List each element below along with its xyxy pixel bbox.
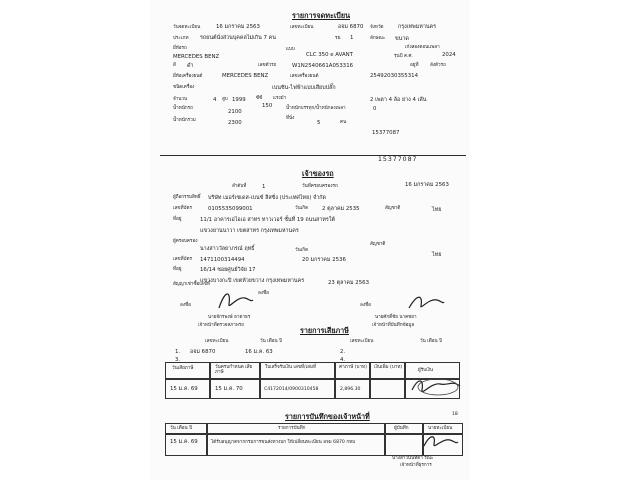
signature-right xyxy=(405,290,445,312)
possessor-nationality: ไทย xyxy=(432,207,442,213)
label: สัญชาติ xyxy=(385,206,401,211)
load-weight: 0 xyxy=(373,106,377,112)
note-date: 15 ม.ค. 69 xyxy=(170,439,198,445)
tax-line-number: 2. xyxy=(340,349,346,355)
possessor-date: 2 ตุลาคม 2535 xyxy=(322,206,360,212)
tax-receipt: C4172014/0900310458 xyxy=(264,387,319,392)
tax-header-label: เงินเพิ่ม (บาท) xyxy=(374,365,403,370)
holder-name: นางสาววัลยาภรณ์ ฤทธิ์ xyxy=(200,246,255,252)
engine-brand: MERCEDES BENZ xyxy=(222,73,269,79)
tax-header-label: ผู้รับเงิน xyxy=(418,368,434,373)
clerk-left-role: เจ้าหน้าที่ตรวจสภาพรถ xyxy=(198,323,245,328)
label: ลักษณะ xyxy=(370,36,386,41)
label: วันจดทะเบียน xyxy=(173,25,201,30)
registration-title: รายการจดทะเบียน xyxy=(292,11,350,20)
label: รุ่นปี ค.ศ. xyxy=(394,54,413,59)
engine-cc: 1999 xyxy=(232,97,246,103)
tax-header-cell xyxy=(335,362,370,379)
label: ผู้ถือกรรมสิทธิ์ xyxy=(173,195,201,200)
label: เลขเครื่องยนต์ xyxy=(290,74,319,79)
label: สัญญาเช่าซื้อเลขที่ xyxy=(173,282,210,287)
possessor-id: 0105535099001 xyxy=(208,206,253,212)
total-weight: 2300 xyxy=(228,120,242,126)
label: ที่อยู่ xyxy=(173,217,182,222)
label: แรงม้า xyxy=(273,96,287,101)
registration-document xyxy=(150,0,470,480)
vin: W1N2540661A053316 xyxy=(292,63,354,69)
registration-date: 16 มกราคม 2563 xyxy=(216,24,260,30)
clerk-right-role: เจ้าหน้าที่บันทึกข้อมูล xyxy=(372,323,415,328)
fuel-type: เบนซิน-ไฟฟ้าแบบเสียบปลั๊ก xyxy=(272,85,336,91)
label: รย. xyxy=(335,36,342,41)
label: วัน เดือน ปี xyxy=(420,339,443,344)
model-year: 2024 xyxy=(442,52,456,58)
notes-row-cell xyxy=(385,434,423,456)
cylinders: 4 xyxy=(213,97,217,103)
label: ยี่ห้อเครื่องยนต์ xyxy=(173,74,203,79)
tax-header-cell xyxy=(260,362,335,379)
vehicle-type: รถยนต์นั่งส่วนบุคคลไม่เกิน 7 คน xyxy=(200,35,276,41)
label: น้ำหนักรวม xyxy=(173,118,196,123)
label: ลงชื่อ xyxy=(180,303,191,308)
vehicle-kind: ขนาด xyxy=(395,36,409,42)
province: กรุงเทพมหานคร xyxy=(398,24,437,30)
tax-row-cell xyxy=(260,379,335,399)
notes-row-cell xyxy=(207,434,385,456)
label: เลขทะเบียน xyxy=(205,339,229,344)
tax-line-date: 16 ม.ค. 63 xyxy=(245,349,273,355)
holder-address-2: แขวงบางกะปิ เขตห้วยขวาง กรุงเทพมหานคร xyxy=(200,278,305,284)
sign-date: 23 ตุลาคม 2563 xyxy=(328,280,369,286)
label: ประเภท xyxy=(173,36,189,41)
tax-amount: 2,896.30 xyxy=(340,387,361,392)
tax-due-date: 15 ม.ค. 70 xyxy=(215,386,243,392)
label: คน xyxy=(340,120,347,125)
notes-header-label: วัน เดือน ปี xyxy=(170,426,193,431)
tax-line-number: 1. xyxy=(175,349,181,355)
tax-header-label: วันเสียภาษี xyxy=(172,366,194,371)
tax-header-label: วันครบกำหนด เสียภาษี xyxy=(215,365,253,375)
label: ชนิดเครื่อง xyxy=(173,85,195,90)
label: แบบ xyxy=(286,47,295,52)
label: วันเกิด xyxy=(295,248,309,253)
plate-number: อจม 6870 xyxy=(338,24,364,30)
receiver-signature xyxy=(408,372,464,400)
clerk-role: เจ้าหน้าที่ธุรการ xyxy=(400,463,432,468)
label: ลงชื่อ xyxy=(360,303,371,308)
tax-header-label: ค่าภาษี (บาท) xyxy=(339,365,367,370)
label: จำนวน xyxy=(173,97,188,102)
label: ลงชื่อ xyxy=(258,291,269,296)
possessor-name: บริษัท เมอร์เซเดส-เบนซ์ ลีสซิ่ง (ประเทศไทย) จำกัด xyxy=(208,195,326,201)
tax-line-number: 4. xyxy=(340,357,346,363)
model: CLC 350 e AVANT xyxy=(306,52,353,58)
tax-header-cell xyxy=(370,362,405,379)
label: สัญชาติ xyxy=(370,242,386,247)
tax-row-cell xyxy=(335,379,370,399)
holder-address-1: 16/14 ซอยศูนย์วิจัย 17 xyxy=(200,267,256,273)
label: วัน เดือน ปี xyxy=(260,339,283,344)
tax-line-plate: อจม 6870 xyxy=(190,349,216,355)
tax-row-cell xyxy=(370,379,405,399)
signature-left xyxy=(215,288,255,312)
tax-row-cell xyxy=(210,379,260,399)
holder-nationality: ไทย xyxy=(432,252,442,258)
notes-header-cell xyxy=(207,423,385,434)
serial-number-big: 15377087 xyxy=(378,156,418,163)
engine-number: 25492030355314 xyxy=(370,73,419,79)
officer-notes-title: รายการบันทึกของเจ้าหน้าที่ xyxy=(285,412,370,421)
holder-date: 20 มกราคม 2536 xyxy=(302,257,346,263)
note-text: ได้รับอนุญาตจากกรมการขนส่งทางบก ให้เปลี่ยนทะเบียน อจม 6870 กทม xyxy=(211,440,356,445)
tax-date: 15 ม.ค. 69 xyxy=(170,386,198,392)
notes-header-cell xyxy=(165,423,207,434)
notes-header-label: ผู้บันทึก xyxy=(394,426,409,431)
label: เลขทะเบียน xyxy=(350,339,374,344)
vin-location: ลังตัวรถ xyxy=(430,63,446,68)
notes-header-cell xyxy=(385,423,423,434)
possessor-address-1: 11/1 อาคารเอไอเอ สาทร ทาวเวอร์ ชั้นที่ 19 ถนนสาทรใต้ xyxy=(200,217,335,223)
color: ดำ xyxy=(187,63,194,69)
registrar-signature xyxy=(420,430,460,452)
tax-header-label: ใบเสร็จรับเงิน เลขที่/เล่มที่ xyxy=(265,365,317,370)
notes-header-label: นายทะเบียน xyxy=(428,426,453,431)
label: สี xyxy=(173,63,176,68)
notes-header-label: รายการบันทึก xyxy=(278,426,306,431)
clerk-left-name: นายจักรพงษ์ ธาดาธร xyxy=(208,315,251,320)
tax-header-cell xyxy=(165,362,210,379)
label: ที่นั่ง xyxy=(286,116,295,121)
horsepower: 150 xyxy=(262,103,273,109)
page-number: 18 xyxy=(452,412,458,417)
seats: 5 xyxy=(317,120,321,126)
possessor-address-2: แขวงยานนาวา เขตสาทร กรุงเทพมหานคร xyxy=(200,228,299,234)
label: ลำดับที่ xyxy=(232,184,247,189)
brand: MERCEDES BENZ xyxy=(173,54,220,60)
label: ซีซี xyxy=(256,96,263,101)
notes-row-cell xyxy=(165,434,207,456)
owner-date: 16 มกราคม 2563 xyxy=(405,182,449,188)
holder-id: 1471100314494 xyxy=(200,257,245,263)
label: น้ำหนักรถ xyxy=(173,106,193,111)
label: น้ำหนักบรรทุก/น้ำหนักลงเพลา xyxy=(286,106,346,111)
axle-info: 2 เพลา 4 ล้อ ยาง 4 เส้น xyxy=(370,97,427,103)
label: วันที่ครอบครองรถ xyxy=(302,184,338,189)
clerk-name: นางสาวนันทิดา รณะ xyxy=(392,456,434,461)
tax-header-cell xyxy=(210,362,260,379)
owner-title: เจ้าของรถ xyxy=(302,169,334,178)
vehicle-kind-2: เก๋งสองตอนแพลา xyxy=(405,45,440,50)
label: วันเกิด xyxy=(295,206,309,211)
tax-row-cell xyxy=(165,379,210,399)
serial-number-small: 15377087 xyxy=(372,130,400,136)
vehicle-weight: 2100 xyxy=(228,109,242,115)
section-divider xyxy=(160,155,466,156)
tax-line-number: 3. xyxy=(175,357,181,363)
label: เลขที่บัตร xyxy=(173,206,192,211)
label: อยู่ที่ xyxy=(410,63,419,68)
label: สูบ xyxy=(222,97,228,102)
rod-number: 1 xyxy=(350,35,354,41)
clerk-right-name: นายศักดิ์ชัย นาคชยา xyxy=(375,315,417,320)
label: เลขทะเบียน xyxy=(290,25,314,30)
label: ยี่ห้อรถ xyxy=(173,46,187,51)
label: จังหวัด xyxy=(370,25,384,30)
label: เลขตัวรถ xyxy=(258,63,277,68)
owner-order: 1 xyxy=(262,184,266,190)
label: ที่อยู่ xyxy=(173,267,182,272)
label: ผู้ครอบครอง xyxy=(173,239,198,244)
label: เลขที่บัตร xyxy=(173,257,192,262)
tax-title: รายการเสียภาษี xyxy=(300,326,349,335)
